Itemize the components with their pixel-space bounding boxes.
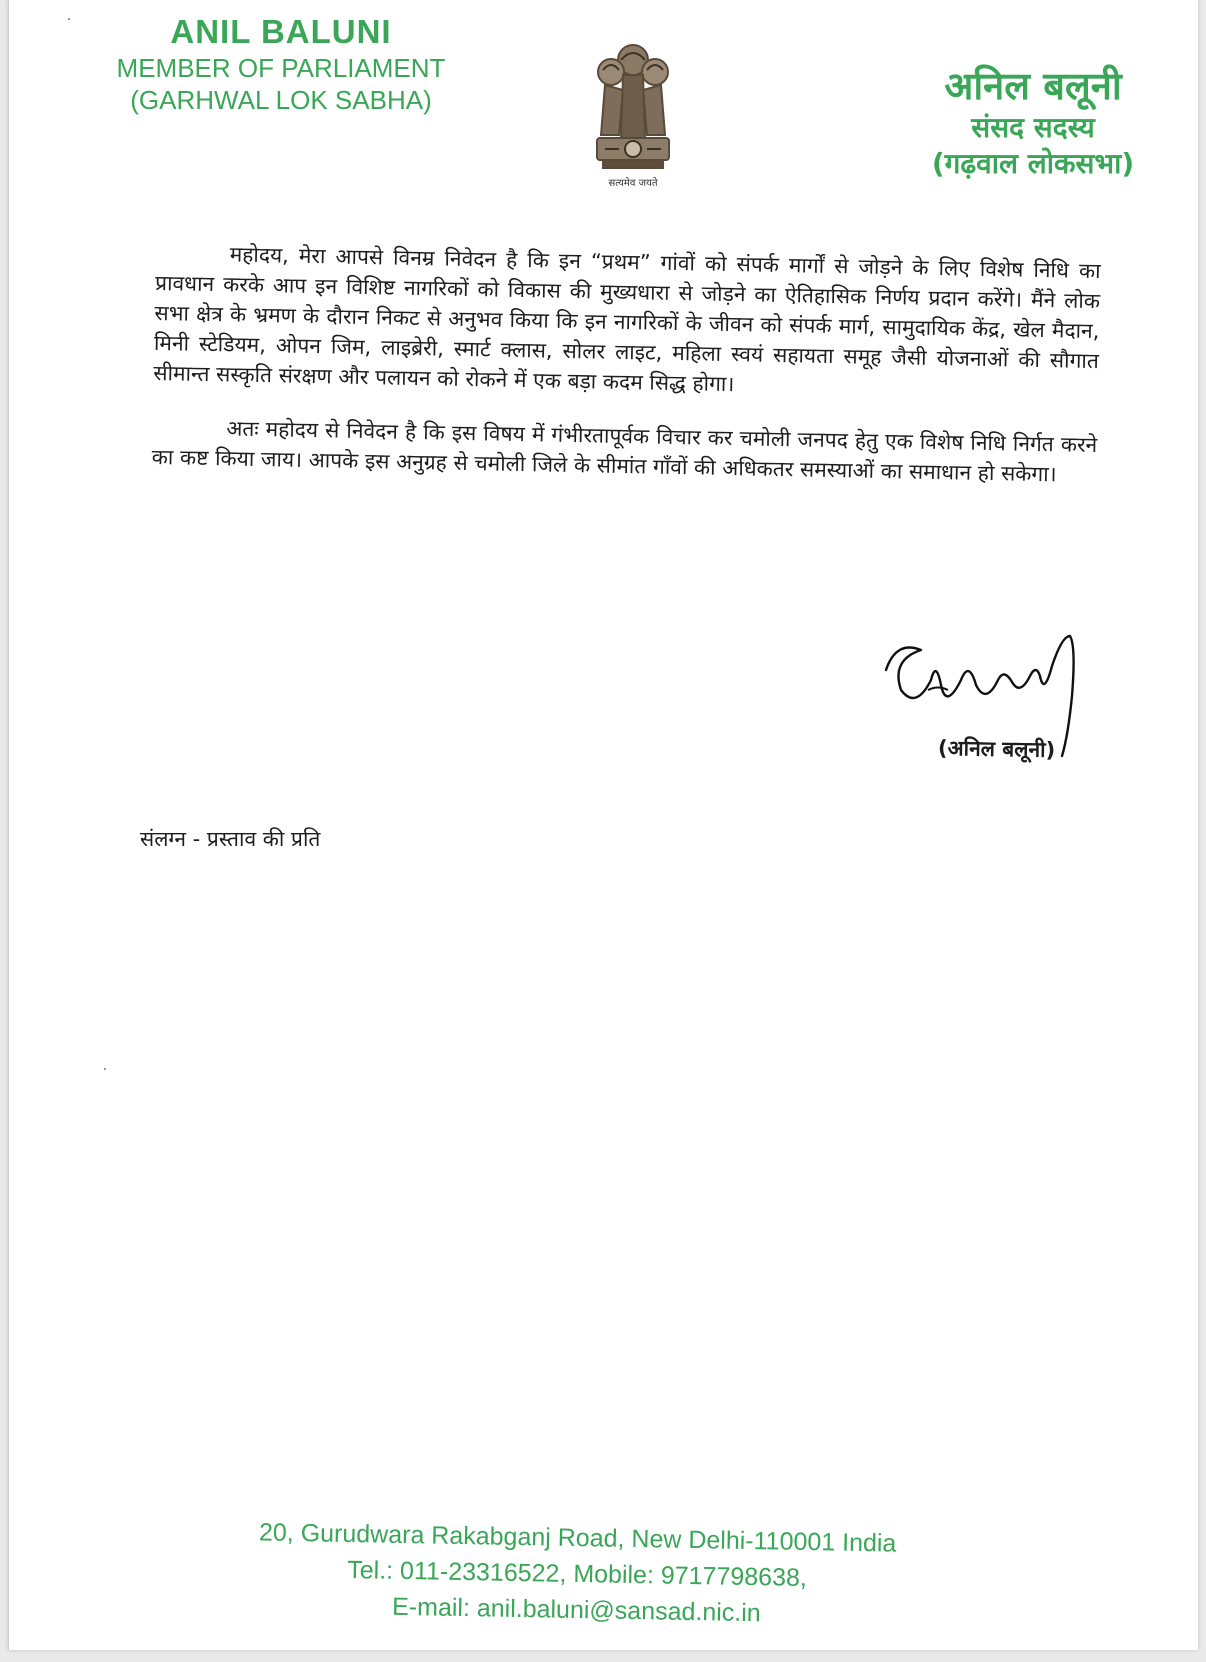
- letterhead-english: [86, 12, 476, 116]
- signatory-name: (अनिल बलूनी): [937, 735, 1056, 763]
- mp-constituency-hindi: (गढ़वाल लोकसभा): [931, 147, 1135, 180]
- letter-body: [151, 238, 1101, 514]
- body-paragraph-2: अतः महोदय से निवेदन है कि इस विषय में गंभीरतापूर्वक विचार कर चमोली जनपद हेतु एक विशेष निधि निर्गत करने का कष्ट किया जाय। आपके इस अनुग्रह से चमोली जिले के सीमांत गाँवों की अधिकतर समस्याओं का समाधान हो सकेगा।: [151, 416, 1098, 487]
- footer-email: E-mail: anil.baluni@sansad.nic.in: [391, 1592, 761, 1628]
- emblem-motto: सत्यमेव जयते: [608, 178, 658, 189]
- footer-phone: Tel.: 011-23316522, Mobile: 9717798638,: [347, 1555, 808, 1593]
- mp-name-hindi: अनिल बलूनी: [944, 64, 1122, 108]
- letterhead-footer: [186, 1513, 968, 1635]
- mp-title-hindi: संसद सदस्य: [971, 111, 1095, 144]
- scan-edge: [8, 0, 9, 1650]
- letter-page: [8, 0, 1198, 1650]
- mp-title-english: MEMBER OF PARLIAMENT: [116, 53, 446, 83]
- enclosure-note: संलग्न - प्रस्ताव की प्रति: [140, 827, 321, 851]
- national-emblem-icon: [583, 40, 683, 195]
- body-paragraph-1: महोदय, मेरा आपसे विनम्र निवेदन है कि इन “प्रथम” गांवों को संपर्क मार्गों से जोड़ने के लिए विशेष निधि का प्रावधान करके आप इन विशिष्ट नागरिकों को विकास की मुख्यधारा से जोड़ने का ऐतिहासिक निर्णय प्रदान करेंगे। मैंने लोक सभा क्षेत्र के भ्रमण के दौरान निकट से अनुभव किया कि इन नागरिकों के जीवन को संपर्क मार्ग, सामुदायिक केंद्र, खेल मैदान, मिनी स्टेडियम, ओपन जिम, लाइब्रेरी, स्मार्ट क्लास, सोलर लाइट, महिला स्वयं सहायता समूह जैसी योजनाओं की सौगात सीमान्त सस्कृति संरक्षण और पलायन को रोकने में एक बड़ा कदम सिद्ध होगा।: [153, 242, 1101, 397]
- scan-speck: [104, 1068, 106, 1070]
- scan-speck: [68, 18, 70, 20]
- mp-name-english: ANIL BALUNI: [170, 13, 392, 50]
- letterhead-hindi: [898, 62, 1168, 182]
- mp-constituency-english: (GARHWAL LOK SABHA): [130, 85, 432, 115]
- footer-address: 20, Gurudwara Rakabganj Road, New Delhi-110001 India: [258, 1518, 897, 1558]
